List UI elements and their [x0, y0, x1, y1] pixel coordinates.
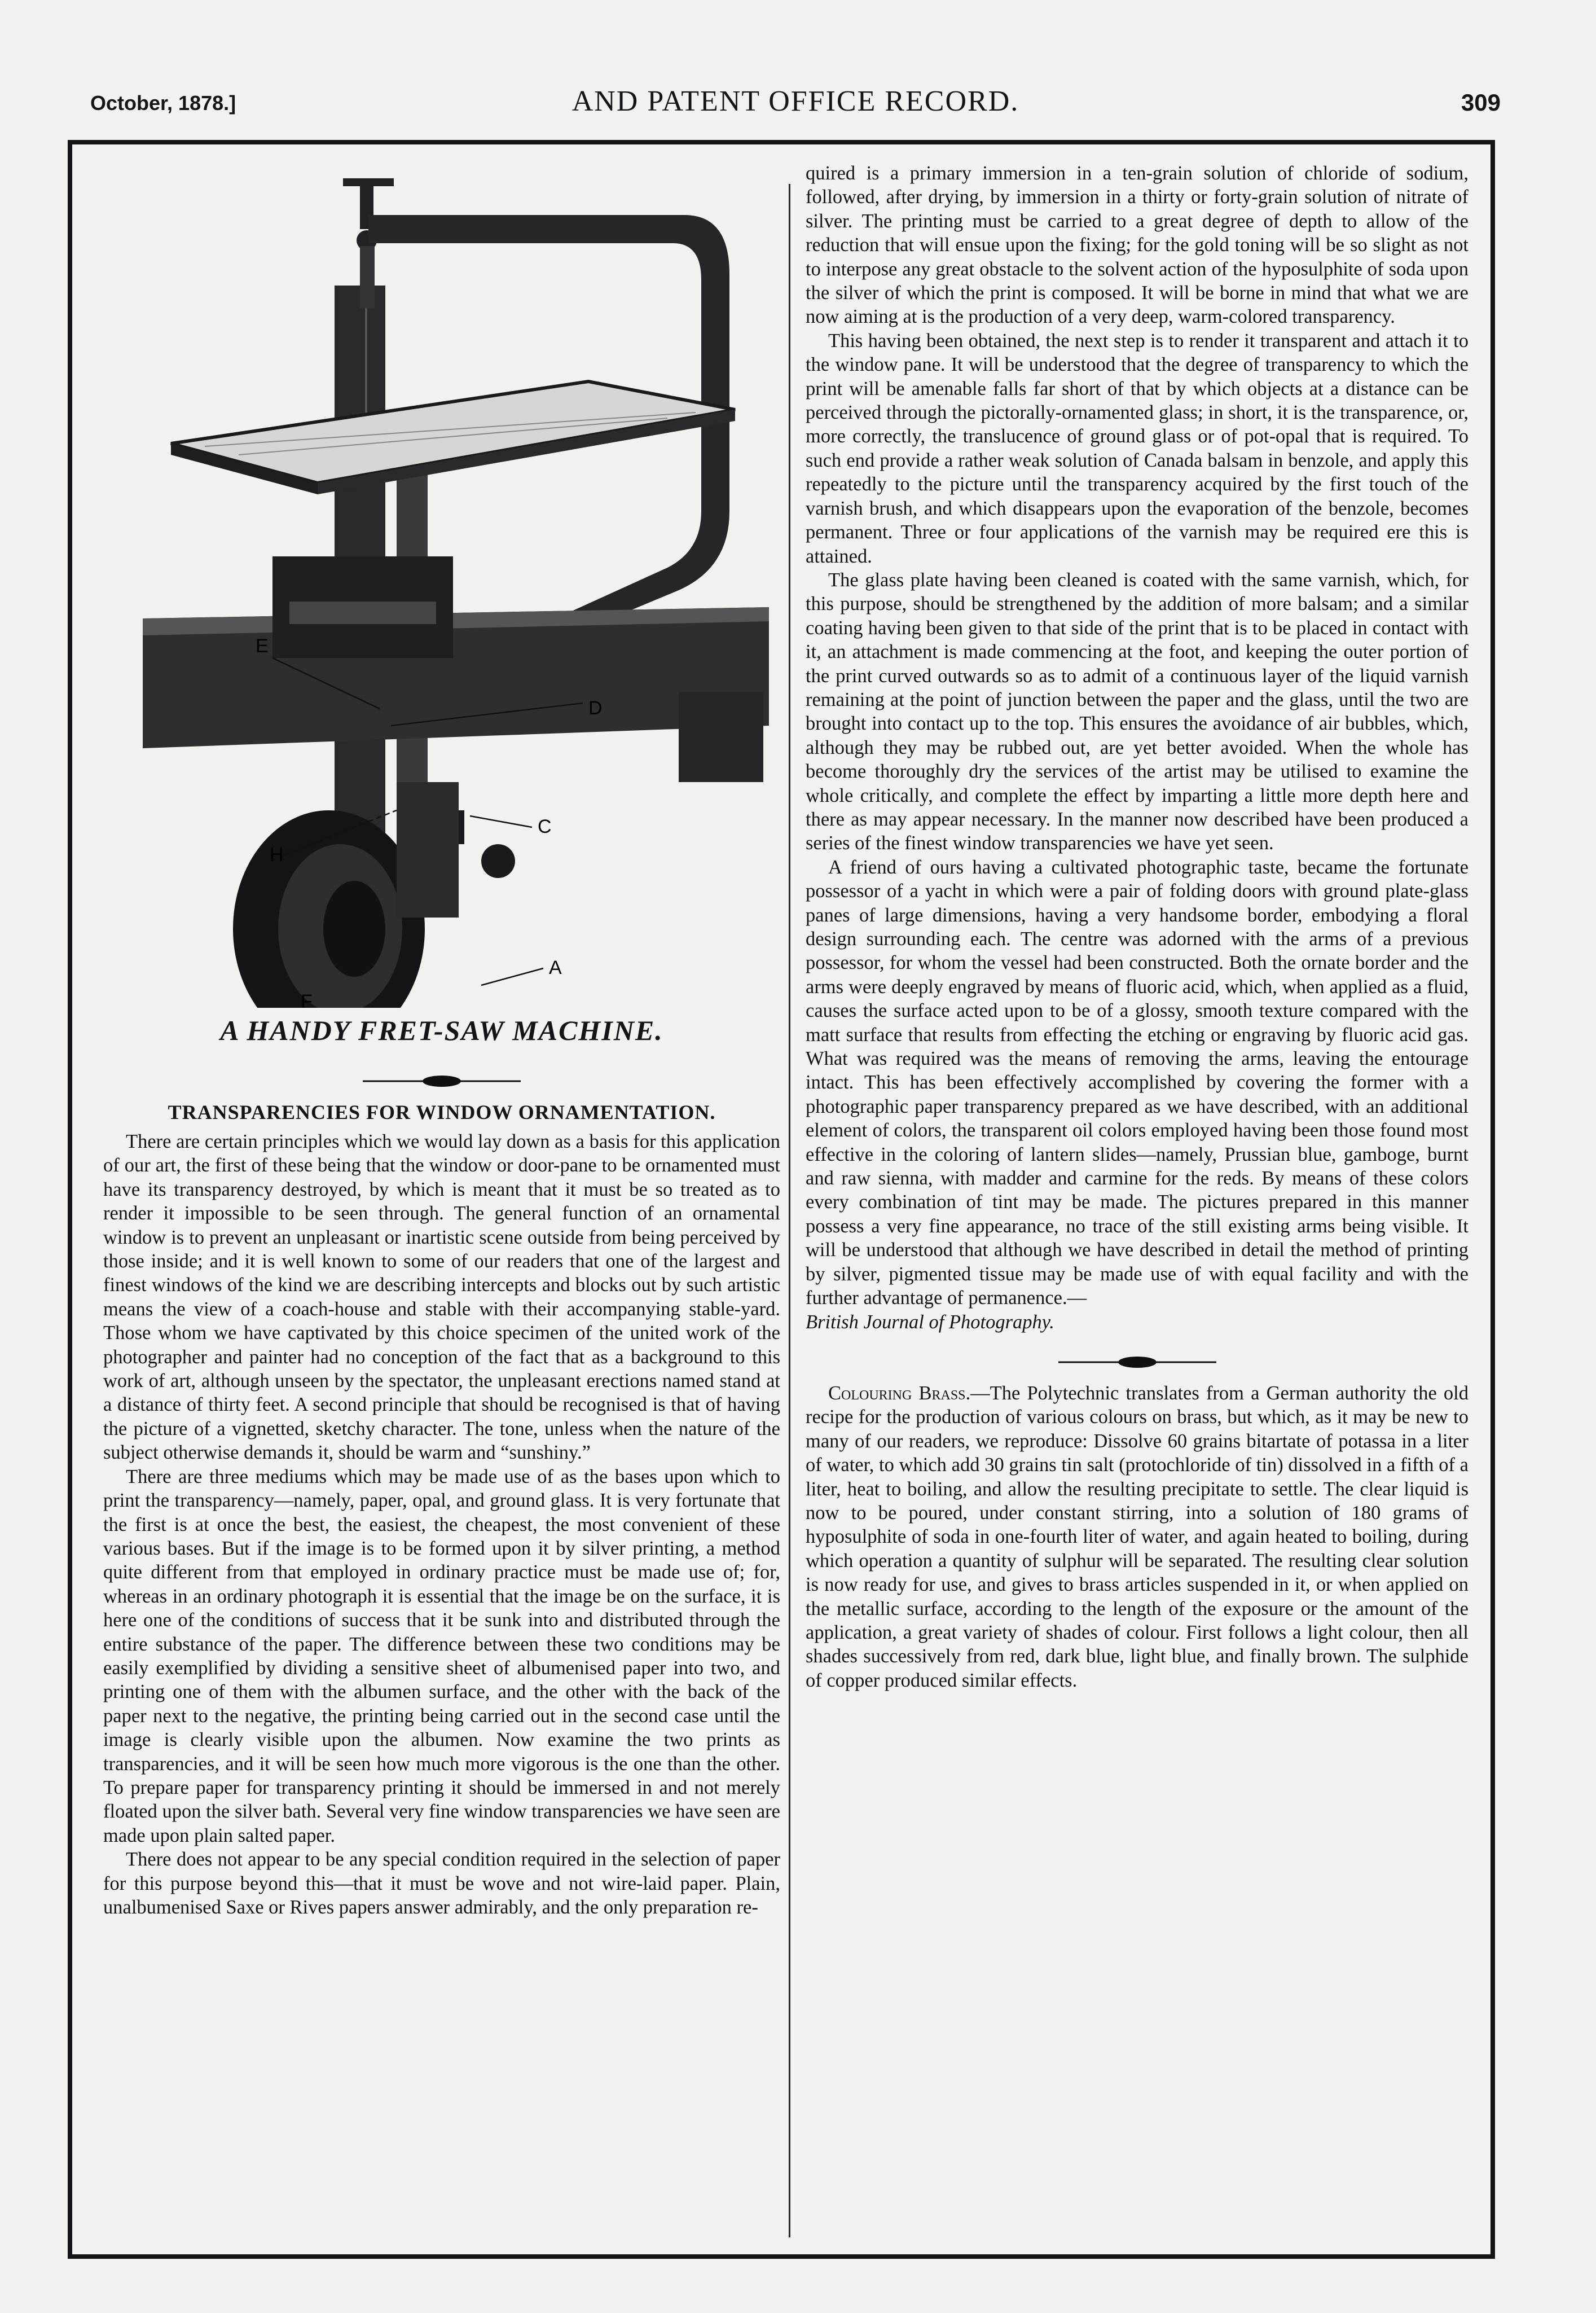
- brass-article-text: —The Polytechnic translates from a German authority the old recipe for the production of various colours on brass, but which, as it may be new to many of our readers, we reproduce: Dissolve 60 grains bitartate of potassa in a liter of water, to which add 30 grains tin salt (protochloride of tin) dissolved in a fifth of a liter, heat to boiling, and allow the resulting precipitate to settle. The clear liquid is now to be poured, under constant stirring, into a solution of 180 grams of hyposulphite of soda in one-fourth liter of water, and again heated to boiling, during which operation a quantity of sulphur will be separated. The resulting clear solution is now ready for use, and gives to brass articles suspended in it, or when applied on the metallic surface, according to the length of the exposure or the amount of the application, a great variety of shades of colour. First follows a light colour, then all shades successively from red, dark blue, light blue, and finally brown. The sulphide of copper produced similar effects.: [806, 1382, 1469, 1691]
- label-E: E: [256, 635, 269, 657]
- article-paragraph: The glass plate having been cleaned is coated with the same varnish, which, for this purpose, should be strengthened by the addition of more balsam; and a similar coating having been given to that side of the print that is to be placed in contact with it, an attachment is made commencing at the foot, and keeping the outer portion of the print curved outwards so as to admit of a continuous layer of the liquid varnish remaining at the point of junction between the paper and the glass, until the two are brought into contact up to the top. This ensures the avoidance of air bubbles, which, although they may be rubbed out, are yet better avoided. When the whole has become thoroughly dry the services of the artist may be utilised to examine the whole critically, and complete the effect by imparting a little more depth here and there as may appear necessary. In the manner now described have been produced a series of the finest window transparencies we have yet seen.: [806, 569, 1469, 854]
- page-frame: [68, 140, 1495, 2259]
- fret-saw-figure: [103, 161, 780, 1053]
- fret-saw-illustration: [103, 161, 780, 1008]
- label-C: C: [538, 816, 552, 837]
- ornament-divider: [1058, 1355, 1216, 1369]
- brass-article-lead: Colouring Brass.: [828, 1382, 971, 1404]
- article-paragraph: This having been obtained, the next step is to render it transparent and attach it to the window pane. It will be understood that the degree of transparency to which the print will be amenable falls far short of that by which objects at a distance can be perceived through the pictorally-ornamented glass; in short, it is the transparence, or, more correctly, the translucence of ground glass or of pot-opal that is required. To such end provide a rather weak solution of Canada balsam in benzole, and apply this repeatedly to the picture until the transparency acquired by the first touch of the varnish brush, and which disappears upon the evaporation of the benzole, becomes permanent. Three or four applications of the varnish may be required ere this is attained.: [806, 330, 1469, 567]
- label-H: H: [270, 844, 284, 866]
- article-paragraph: There are three mediums which may be made use of as the bases upon which to print the transparency—namely, paper, opal, and ground glass. It is very fortunate that the first is at once the best, the easiest, the cheapest, the most convenient of these various bases. But if the image is to be formed upon it by silver printing, a method quite different from that employed in ordinary practice must be made use of; for, whereas in an ordinary photograph it is essential that the image be on the surface, it is here one of the conditions of success that it be sunk into and distributed through the entire substance of the paper. The difference between these two conditions may be easily exemplified by dividing a sensitive sheet of albumenised paper into two, and printing one of them with the albumen surface, and the other with the back of the paper next to the negative, the printing being carried out in the second case until the image is clearly visible upon the albumen. Now examine the two prints as transparencies, and it will be seen how much more vigorous is the one than the other. To prepare paper for transparency printing it should be immersed in and not merely floated upon the silver bath. Several very fine window transparencies we have seen are made upon plain salted paper.: [103, 1465, 780, 1846]
- figure-caption: A HANDY FRET-SAW MACHINE.: [220, 1015, 663, 1046]
- article-paragraph: There does not appear to be any special condition required in the selection of paper for this purpose beyond this—that it must be wove and not wire-laid paper. Plain, unalbumenised Saxe or Rives papers answer admirably, and the only preparation re-: [103, 1849, 780, 1918]
- article-paragraph: A friend of ours having a cultivated photographic taste, became the fortunate possessor of a yacht in which were a pair of folding doors with ground plate-glass panes of large dimensions, having a very handsome border, embodying a floral design surrounding each. The centre was adorned with the arms of a previous possessor, for whom the vessel had been constructed. Both the ornate border and the arms were deeply engraved by means of fluoric acid, which, when applied as a fluid, causes the surface acted upon to be of a glossy, smooth texture compared with the matt surface that results from effecting the etching or engraving by fluoric acid gas. What was required was the means of removing the arms, leaving the entourage intact. This has been effectively accomplished by covering the former with a photographic paper transparency prepared as we have described, with an additional element of colors, the transparent oil colors employed having been those found most effective in the coloring of lantern slides—namely, Prussian blue, gamboge, burnt and raw sienna, with madder and carmine for the reds. By means of these colors every combination of tint may be made. The pictures prepared in this manner possess a very fine appearance, no trace of the still existing arms being visible. It will be understood that although we have described in detail the method of printing by silver, pigmented tissue may be made use of with equal facility and with the further advantage of permanence.—: [806, 856, 1469, 1309]
- article-title: TRANSPARENCIES FOR WINDOW ORNAMENTATION.: [168, 1101, 716, 1123]
- issue-date: October, 1878.]: [90, 91, 236, 115]
- brass-article: [806, 1381, 1469, 1692]
- column-rule: [789, 184, 790, 2237]
- right-column: [806, 161, 1469, 2240]
- article-source: British Journal of Photography.: [806, 1311, 1054, 1333]
- article-continuation: quired is a primary immersion in a ten-grain solution of chloride of sodium, followed, after drying, by immersion in a thirty or forty-grain solution of nitrate of silver. The printing must be carried to a great degree of depth to allow of the reduction that will ensue upon the fixing; for the gold toning will be so slight as not to interpose any great obstacle to the solvent action of the hyposulphite of soda upon the silver of which the print is composed. It will be borne in mind that what we are now aiming at is the production of a very deep, warm-colored transparency.: [806, 163, 1469, 328]
- left-column: [103, 161, 780, 2240]
- page-number: 309: [1461, 89, 1501, 116]
- label-F: F: [301, 991, 313, 1008]
- page-header: [90, 85, 1501, 130]
- label-D: D: [588, 697, 603, 719]
- ornament-divider: [363, 1074, 521, 1088]
- article-paragraph: There are certain principles which we would lay down as a basis for this application of our art, the first of these being that the window or door-pane to be ornamented must have its transparency destroyed, by which is meant that it must be so treated as to render it impossible to be seen through. The general function of an ornamental window is to prevent an unpleasant or inartistic scene outside from being perceived by those inside; and it is well known to some of our readers that one of the largest and finest windows of the kind we are describing intercepts and blocks out by such artistic means the view of a coach-house and stable with their accompanying stable-yard. Those whom we have captivated by this choice specimen of the united work of the photographer and painter had no conception of the fact that as a background to this work of art, although unseen by the spectator, the unpleasant erections named stand at a distance of thirty feet. A second principle that should be recognised is that of having the picture of a vignetted, sketchy character. The tone, unless when the nature of the subject otherwise demands it, should be warm and “sunshiny.”: [103, 1131, 780, 1464]
- label-A: A: [549, 957, 562, 978]
- running-head: AND PATENT OFFICE RECORD.: [571, 85, 1019, 117]
